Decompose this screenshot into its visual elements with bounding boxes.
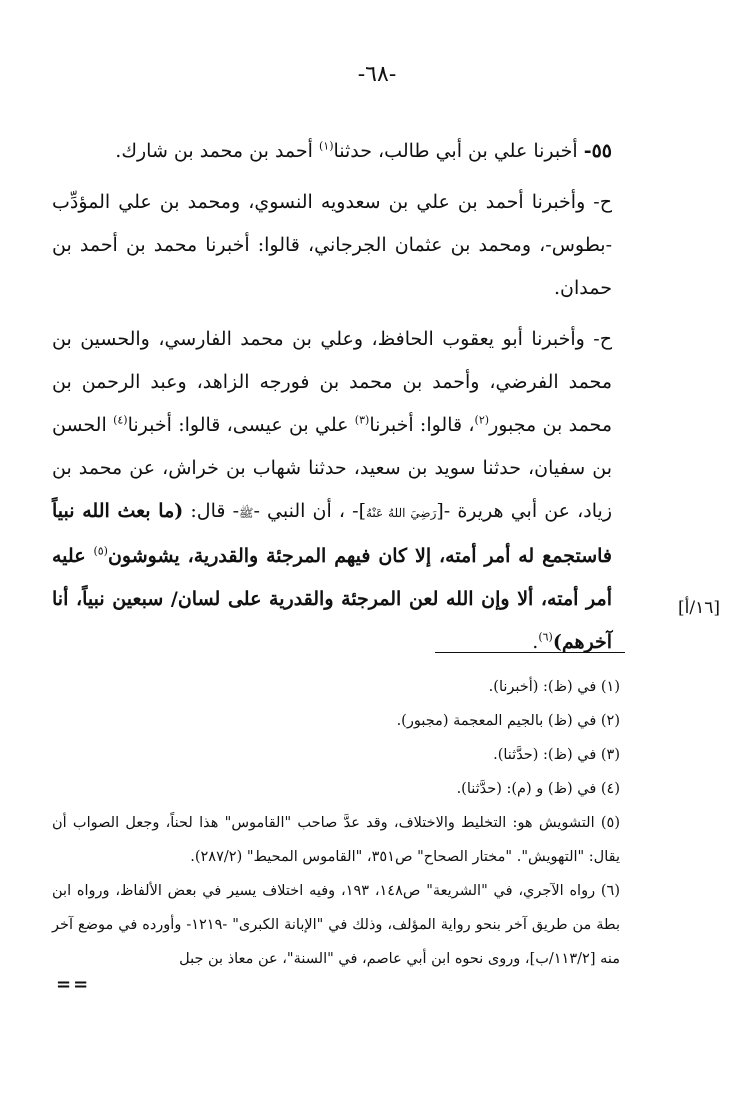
footnote-5: (٥) التشويش هو: التخليط والاختلاف، وقد عدَّ صاحب "القاموس" هذا لحناً، وجعل الصواب أن يقال: "التهويش". "مختار الصحاح" ص٣٥١، "القاموس المحيط" (٢٨٧/٢). <box>52 815 620 865</box>
footnote-4: (٤) في (ظ) و (م): (حدَّثنا). <box>456 781 620 797</box>
footnote-ref-6: (٦) <box>538 630 553 644</box>
footnote-ref-1: (١) <box>318 139 334 153</box>
footnote-2: (٢) في (ظ) بالجيم المعجمة (مجبور). <box>396 713 620 729</box>
hadith-paragraph-2: ح- وأخبرنا أحمد بن علي بن سعدويه النسوي، ومحمد بن علي المؤدِّب -بطوس-، ومحمد بن عثمان الجرجاني، قالوا: أخبرنا محمد بن أحمد بن حمدان. <box>52 191 612 299</box>
footnotes <box>52 670 620 976</box>
hadith-isnad-3a: ح- وأخبرنا أبو يعقوب الحافظ، وعلي بن محمد الفارسي، والحسين بن محمد الفرضي، وأحمد بن محمد بن فورجه الزاهد، وعبد الرحمن بن محمد بن مجبور <box>52 328 612 436</box>
hadith-end-period: . <box>532 631 539 653</box>
hadith-isnad-3c: علي بن عيسى، قالوا: أخبرنا <box>127 414 355 436</box>
footnote-3: (٣) في (ظ): (حدَّثنا). <box>493 747 620 763</box>
hadith-isnad-3f: - قال: <box>183 500 239 522</box>
footnote-ref-4: (٤) <box>113 413 128 427</box>
footnote-ref-5: (٥) <box>93 544 108 558</box>
hadith-isnad-1: أخبرنا علي بن أبي طالب، حدثنا <box>333 140 584 162</box>
hadith-isnad-3d: الحسن بن سفيان، حدثنا سويد بن سعيد، حدثنا شهاب بن خراش، عن محمد بن زياد، عن أبي هريرة -[ <box>52 414 612 522</box>
hadith-matn-2: عليه أمر أمته، ألا وإن الله لعن المرجئة والقدرية على لسان/ سبعين نبياً، أنا آخرهم) <box>52 545 612 653</box>
honorific-radiallahu: رَضِيَ اللهُ عَنْهُ <box>365 506 437 520</box>
hadith-text <box>52 130 612 672</box>
hadith-paragraph-1 <box>52 130 612 173</box>
footnote-divider <box>435 652 625 653</box>
footnote-ref-3: (٣) <box>354 413 370 427</box>
hadith-matn-1: (ما بعث الله نبياً فاستجمع له أمر أمته، إلا كان فيهم المرجئة والقدرية، يشوشون <box>52 500 613 567</box>
hadith-isnad-3e: ]- ، أن النبي - <box>253 500 366 522</box>
footnote-6: (٦) رواه الآجري، في "الشريعة" ص١٤٨، ١٩٣، وفيه اختلاف يسير في بعض الألفاظ، ورواه ابن بطة من طريق آخر بنحو رواية المؤلف، وذلك في "الإبانة الكبرى" -١٢١٩- وأورده في موضع آخر منه [١١٣/٢/ب]، وروى نحوه ابن أبي عاصم، في "السنة"، عن معاذ بن جبل <box>52 883 620 967</box>
footnote-ref-2: (٢) <box>474 413 490 427</box>
hadith-isnad-3b: ، قالوا: أخبرنا <box>369 414 475 436</box>
continuation-mark: == <box>56 974 91 995</box>
page-number: -٦٨- <box>357 62 397 87</box>
footnote-1: (١) في (ظ): (أخبرنا). <box>488 679 620 695</box>
hadith-paragraph-3 <box>52 318 612 664</box>
manuscript-folio-ref: [١٦/أ] <box>678 598 720 618</box>
honorific-salla: ﷺ <box>239 506 254 520</box>
hadith-number: ٥٥- <box>583 140 612 162</box>
hadith-isnad-1-end: أحمد بن محمد بن شارك. <box>115 140 319 162</box>
